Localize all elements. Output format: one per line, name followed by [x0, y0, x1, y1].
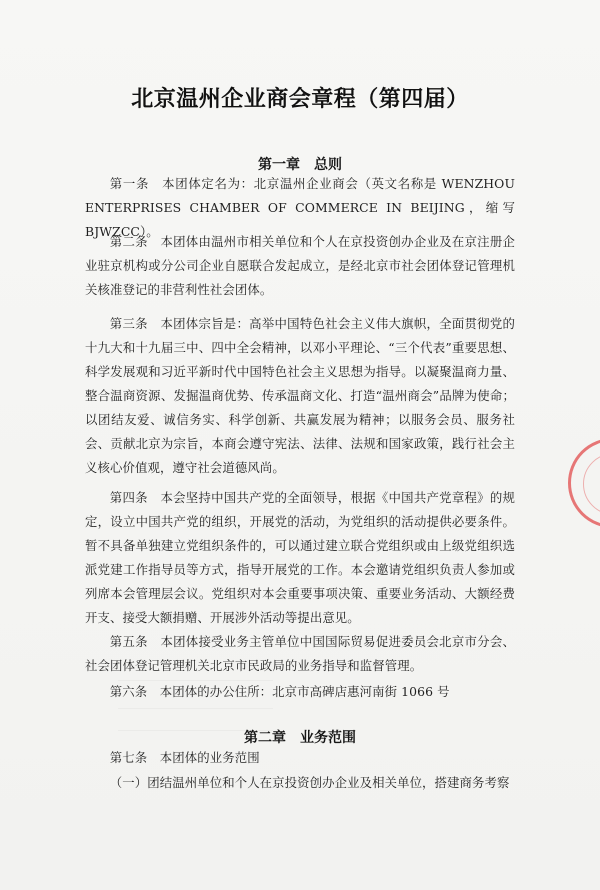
article-2: 第二条 本团体由温州市相关单位和个人在京投资创办企业及在京注册企业驻京机构或分公司企业自愿联合发起成立，是经北京市社会团体登记管理机关核准登记的非营利性社会团体。	[85, 234, 515, 297]
article-1: 第一条 本团体定名为：北京温州企业商会（英文名称是 WENZHOU ENTERPRISES CHAMBER OF COMMERCE IN BEIJING，缩写 BJWZCC）。	[85, 176, 515, 239]
article-7: 第七条 本团体的业务范围	[109, 750, 260, 765]
article-5: 第五条 本团体接受业务主管单位中国国际贸易促进委员会北京市分会、社会团体登记管理机关北京市民政局的业务指导和监督管理。	[85, 634, 515, 673]
article-7-item-1: （一）团结温州单位和个人在京投资创办企业及相关单位，搭建商务考察	[109, 775, 510, 790]
article-6: 第六条 本团体的办公住所：北京市高碑店惠河南街 1066 号	[109, 684, 450, 699]
document-title: 北京温州企业商会章程（第四届）	[131, 87, 469, 112]
red-seal-icon	[568, 438, 600, 528]
chapter-1-heading: 第一章 总则	[258, 157, 342, 173]
article-4: 第四条 本会坚持中国共产党的全面领导，根据《中国共产党章程》的规定，设立中国共产党的组织，开展党的活动，为党组织的活动提供必要条件。暂不具备单独建立党组织条件的，可以通过建立联合党组织或由上级党组织选派党建工作指导员等方式，指导开展党的工作。本会邀请党组织负责人参加或列席本会管理层会议。党组织对本会重要事项决策、重要业务活动、大额经费开支、接受大额捐赠、开展涉外活动等提出意见。	[85, 490, 515, 625]
chapter-2-heading: 第二章 业务范围	[244, 730, 356, 746]
article-3: 第三条 本团体宗旨是：高举中国特色社会主义伟大旗帜，全面贯彻党的十九大和十九届三中、四中全会精神，以邓小平理论、“三个代表”重要思想、科学发展观和习近平新时代中国特色社会主义思想为指导。以凝聚温商力量、整合温商资源、发掘温商优势、传承温商文化、打造“温州商会”品牌为使命；以团结友爱、诚信务实、科学创新、共赢发展为精神；以服务会员、服务社会、贡献北京为宗旨，本商会遵守宪法、法律、法规和国家政策，践行社会主义核心价值观，遵守社会道德风尚。	[85, 316, 515, 475]
show-through-marks	[118, 680, 273, 681]
